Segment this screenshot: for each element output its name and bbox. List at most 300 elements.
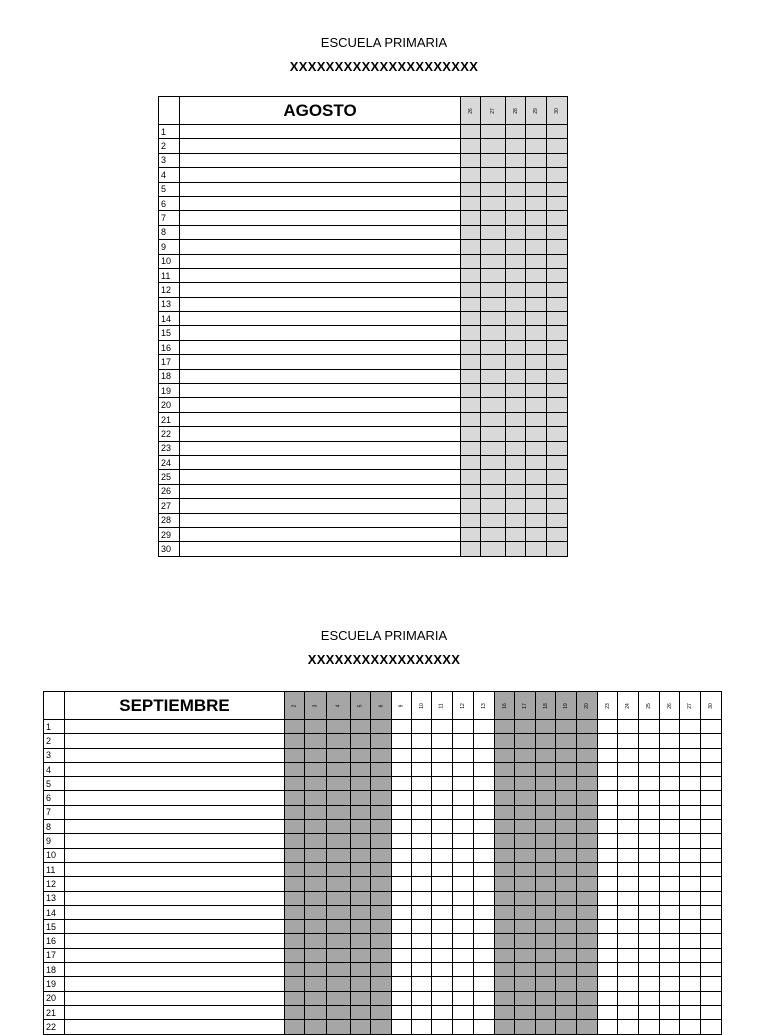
attendance-cell[interactable] — [547, 369, 568, 383]
attendance-cell[interactable] — [556, 734, 577, 748]
attendance-cell[interactable] — [327, 862, 351, 876]
attendance-cell[interactable] — [453, 991, 474, 1005]
attendance-cell[interactable] — [392, 805, 412, 819]
attendance-cell[interactable] — [701, 934, 722, 948]
attendance-cell[interactable] — [598, 920, 618, 934]
attendance-cell[interactable] — [327, 734, 351, 748]
attendance-cell[interactable] — [577, 791, 598, 805]
attendance-cell[interactable] — [577, 762, 598, 776]
attendance-cell[interactable] — [481, 441, 506, 455]
attendance-cell[interactable] — [412, 791, 432, 805]
attendance-cell[interactable] — [526, 168, 547, 182]
attendance-cell[interactable] — [701, 748, 722, 762]
attendance-cell[interactable] — [660, 905, 680, 919]
attendance-cell[interactable] — [680, 862, 701, 876]
attendance-cell[interactable] — [474, 805, 495, 819]
attendance-cell[interactable] — [412, 848, 432, 862]
attendance-cell[interactable] — [547, 153, 568, 167]
attendance-cell[interactable] — [701, 977, 722, 991]
attendance-cell[interactable] — [506, 240, 526, 254]
attendance-cell[interactable] — [639, 934, 660, 948]
attendance-cell[interactable] — [556, 820, 577, 834]
attendance-cell[interactable] — [392, 834, 412, 848]
attendance-cell[interactable] — [547, 398, 568, 412]
attendance-cell[interactable] — [453, 762, 474, 776]
attendance-cell[interactable] — [618, 991, 639, 1005]
attendance-cell[interactable] — [481, 297, 506, 311]
student-name-cell[interactable] — [180, 153, 461, 167]
attendance-cell[interactable] — [660, 820, 680, 834]
attendance-cell[interactable] — [351, 748, 371, 762]
attendance-cell[interactable] — [432, 977, 453, 991]
attendance-cell[interactable] — [577, 920, 598, 934]
attendance-cell[interactable] — [495, 948, 515, 962]
attendance-cell[interactable] — [351, 820, 371, 834]
attendance-cell[interactable] — [412, 834, 432, 848]
attendance-cell[interactable] — [639, 848, 660, 862]
attendance-cell[interactable] — [618, 920, 639, 934]
attendance-cell[interactable] — [556, 805, 577, 819]
attendance-cell[interactable] — [536, 834, 556, 848]
attendance-cell[interactable] — [392, 934, 412, 948]
student-name-cell[interactable] — [65, 905, 285, 919]
attendance-cell[interactable] — [432, 1020, 453, 1034]
attendance-cell[interactable] — [412, 748, 432, 762]
attendance-cell[interactable] — [453, 791, 474, 805]
attendance-cell[interactable] — [351, 905, 371, 919]
attendance-cell[interactable] — [536, 820, 556, 834]
attendance-cell[interactable] — [432, 991, 453, 1005]
attendance-cell[interactable] — [305, 748, 327, 762]
attendance-cell[interactable] — [526, 542, 547, 556]
attendance-cell[interactable] — [577, 748, 598, 762]
attendance-cell[interactable] — [461, 211, 481, 225]
student-name-cell[interactable] — [180, 499, 461, 513]
attendance-cell[interactable] — [461, 153, 481, 167]
attendance-cell[interactable] — [371, 877, 392, 891]
attendance-cell[interactable] — [412, 905, 432, 919]
attendance-cell[interactable] — [327, 948, 351, 962]
attendance-cell[interactable] — [432, 805, 453, 819]
attendance-cell[interactable] — [432, 963, 453, 977]
attendance-cell[interactable] — [506, 125, 526, 139]
attendance-cell[interactable] — [598, 1005, 618, 1019]
attendance-cell[interactable] — [660, 963, 680, 977]
attendance-cell[interactable] — [305, 820, 327, 834]
attendance-cell[interactable] — [371, 862, 392, 876]
attendance-cell[interactable] — [371, 848, 392, 862]
attendance-cell[interactable] — [351, 777, 371, 791]
attendance-cell[interactable] — [474, 848, 495, 862]
attendance-cell[interactable] — [461, 254, 481, 268]
attendance-cell[interactable] — [305, 1005, 327, 1019]
attendance-cell[interactable] — [547, 211, 568, 225]
attendance-cell[interactable] — [474, 877, 495, 891]
attendance-cell[interactable] — [618, 963, 639, 977]
attendance-cell[interactable] — [285, 977, 305, 991]
attendance-cell[interactable] — [618, 834, 639, 848]
attendance-cell[interactable] — [495, 791, 515, 805]
attendance-cell[interactable] — [506, 153, 526, 167]
attendance-cell[interactable] — [392, 1005, 412, 1019]
attendance-cell[interactable] — [495, 920, 515, 934]
attendance-cell[interactable] — [526, 125, 547, 139]
attendance-cell[interactable] — [506, 470, 526, 484]
attendance-cell[interactable] — [680, 891, 701, 905]
attendance-cell[interactable] — [701, 1005, 722, 1019]
student-name-cell[interactable] — [65, 877, 285, 891]
attendance-cell[interactable] — [327, 991, 351, 1005]
attendance-cell[interactable] — [432, 948, 453, 962]
attendance-cell[interactable] — [371, 1020, 392, 1034]
attendance-cell[interactable] — [495, 720, 515, 734]
student-name-cell[interactable] — [65, 805, 285, 819]
attendance-cell[interactable] — [412, 891, 432, 905]
attendance-cell[interactable] — [680, 734, 701, 748]
attendance-cell[interactable] — [305, 848, 327, 862]
attendance-cell[interactable] — [412, 805, 432, 819]
attendance-cell[interactable] — [481, 412, 506, 426]
attendance-cell[interactable] — [526, 340, 547, 354]
attendance-cell[interactable] — [495, 1005, 515, 1019]
attendance-cell[interactable] — [506, 427, 526, 441]
attendance-cell[interactable] — [432, 877, 453, 891]
attendance-cell[interactable] — [351, 734, 371, 748]
attendance-cell[interactable] — [547, 470, 568, 484]
attendance-cell[interactable] — [461, 312, 481, 326]
attendance-cell[interactable] — [285, 805, 305, 819]
attendance-cell[interactable] — [432, 891, 453, 905]
attendance-cell[interactable] — [327, 748, 351, 762]
attendance-cell[interactable] — [680, 820, 701, 834]
attendance-cell[interactable] — [432, 791, 453, 805]
attendance-cell[interactable] — [392, 791, 412, 805]
attendance-cell[interactable] — [618, 1020, 639, 1034]
attendance-cell[interactable] — [598, 748, 618, 762]
attendance-cell[interactable] — [515, 791, 536, 805]
student-name-cell[interactable] — [65, 934, 285, 948]
attendance-cell[interactable] — [680, 834, 701, 848]
attendance-cell[interactable] — [506, 297, 526, 311]
attendance-cell[interactable] — [453, 948, 474, 962]
attendance-cell[interactable] — [515, 963, 536, 977]
student-name-cell[interactable] — [180, 412, 461, 426]
attendance-cell[interactable] — [481, 355, 506, 369]
attendance-cell[interactable] — [618, 820, 639, 834]
attendance-cell[interactable] — [461, 182, 481, 196]
attendance-cell[interactable] — [412, 934, 432, 948]
attendance-cell[interactable] — [481, 484, 506, 498]
attendance-cell[interactable] — [285, 720, 305, 734]
attendance-cell[interactable] — [701, 862, 722, 876]
attendance-cell[interactable] — [351, 1005, 371, 1019]
attendance-cell[interactable] — [371, 734, 392, 748]
student-name-cell[interactable] — [180, 240, 461, 254]
attendance-cell[interactable] — [474, 905, 495, 919]
attendance-cell[interactable] — [526, 441, 547, 455]
attendance-cell[interactable] — [392, 891, 412, 905]
attendance-cell[interactable] — [598, 834, 618, 848]
attendance-cell[interactable] — [481, 455, 506, 469]
attendance-cell[interactable] — [506, 340, 526, 354]
attendance-cell[interactable] — [515, 734, 536, 748]
attendance-cell[interactable] — [461, 513, 481, 527]
attendance-cell[interactable] — [506, 499, 526, 513]
attendance-cell[interactable] — [432, 934, 453, 948]
attendance-cell[interactable] — [305, 977, 327, 991]
attendance-cell[interactable] — [327, 920, 351, 934]
attendance-cell[interactable] — [474, 963, 495, 977]
attendance-cell[interactable] — [680, 905, 701, 919]
attendance-cell[interactable] — [536, 805, 556, 819]
attendance-cell[interactable] — [598, 1020, 618, 1034]
attendance-cell[interactable] — [371, 762, 392, 776]
attendance-cell[interactable] — [285, 848, 305, 862]
student-name-cell[interactable] — [180, 168, 461, 182]
attendance-cell[interactable] — [285, 748, 305, 762]
attendance-cell[interactable] — [474, 734, 495, 748]
attendance-cell[interactable] — [526, 153, 547, 167]
attendance-cell[interactable] — [536, 1005, 556, 1019]
attendance-cell[interactable] — [392, 963, 412, 977]
attendance-cell[interactable] — [515, 762, 536, 776]
attendance-cell[interactable] — [495, 805, 515, 819]
attendance-cell[interactable] — [461, 125, 481, 139]
attendance-cell[interactable] — [556, 777, 577, 791]
attendance-cell[interactable] — [412, 762, 432, 776]
attendance-cell[interactable] — [598, 963, 618, 977]
attendance-cell[interactable] — [577, 877, 598, 891]
attendance-cell[interactable] — [536, 977, 556, 991]
attendance-cell[interactable] — [556, 963, 577, 977]
attendance-cell[interactable] — [371, 991, 392, 1005]
attendance-cell[interactable] — [351, 834, 371, 848]
attendance-cell[interactable] — [305, 834, 327, 848]
student-name-cell[interactable] — [180, 470, 461, 484]
attendance-cell[interactable] — [547, 527, 568, 541]
attendance-cell[interactable] — [481, 139, 506, 153]
attendance-cell[interactable] — [547, 139, 568, 153]
attendance-cell[interactable] — [701, 820, 722, 834]
attendance-cell[interactable] — [474, 820, 495, 834]
attendance-cell[interactable] — [639, 734, 660, 748]
attendance-cell[interactable] — [536, 777, 556, 791]
attendance-cell[interactable] — [461, 355, 481, 369]
attendance-cell[interactable] — [351, 848, 371, 862]
attendance-cell[interactable] — [327, 834, 351, 848]
attendance-cell[interactable] — [412, 820, 432, 834]
attendance-cell[interactable] — [547, 182, 568, 196]
attendance-cell[interactable] — [547, 196, 568, 210]
attendance-cell[interactable] — [285, 777, 305, 791]
attendance-cell[interactable] — [556, 948, 577, 962]
attendance-cell[interactable] — [432, 748, 453, 762]
attendance-cell[interactable] — [461, 283, 481, 297]
attendance-cell[interactable] — [701, 791, 722, 805]
attendance-cell[interactable] — [547, 484, 568, 498]
attendance-cell[interactable] — [547, 384, 568, 398]
attendance-cell[interactable] — [701, 777, 722, 791]
attendance-cell[interactable] — [701, 905, 722, 919]
attendance-cell[interactable] — [506, 326, 526, 340]
attendance-cell[interactable] — [495, 891, 515, 905]
student-name-cell[interactable] — [180, 427, 461, 441]
attendance-cell[interactable] — [618, 862, 639, 876]
student-name-cell[interactable] — [180, 283, 461, 297]
attendance-cell[interactable] — [547, 297, 568, 311]
student-name-cell[interactable] — [180, 542, 461, 556]
attendance-cell[interactable] — [495, 748, 515, 762]
attendance-cell[interactable] — [285, 905, 305, 919]
attendance-cell[interactable] — [453, 905, 474, 919]
attendance-cell[interactable] — [536, 734, 556, 748]
attendance-cell[interactable] — [495, 834, 515, 848]
attendance-cell[interactable] — [412, 862, 432, 876]
attendance-cell[interactable] — [327, 805, 351, 819]
attendance-cell[interactable] — [351, 934, 371, 948]
attendance-cell[interactable] — [536, 963, 556, 977]
attendance-cell[interactable] — [639, 991, 660, 1005]
attendance-cell[interactable] — [536, 848, 556, 862]
attendance-cell[interactable] — [536, 948, 556, 962]
attendance-cell[interactable] — [680, 848, 701, 862]
attendance-cell[interactable] — [474, 934, 495, 948]
attendance-cell[interactable] — [547, 168, 568, 182]
attendance-cell[interactable] — [371, 748, 392, 762]
attendance-cell[interactable] — [639, 805, 660, 819]
attendance-cell[interactable] — [481, 225, 506, 239]
attendance-cell[interactable] — [660, 834, 680, 848]
student-name-cell[interactable] — [65, 920, 285, 934]
attendance-cell[interactable] — [680, 805, 701, 819]
student-name-cell[interactable] — [65, 1020, 285, 1034]
attendance-cell[interactable] — [305, 991, 327, 1005]
attendance-cell[interactable] — [639, 963, 660, 977]
attendance-cell[interactable] — [556, 891, 577, 905]
attendance-cell[interactable] — [536, 762, 556, 776]
attendance-cell[interactable] — [660, 877, 680, 891]
attendance-cell[interactable] — [461, 340, 481, 354]
attendance-cell[interactable] — [506, 139, 526, 153]
attendance-cell[interactable] — [474, 948, 495, 962]
attendance-cell[interactable] — [660, 805, 680, 819]
attendance-cell[interactable] — [412, 777, 432, 791]
attendance-cell[interactable] — [351, 877, 371, 891]
attendance-cell[interactable] — [547, 283, 568, 297]
attendance-cell[interactable] — [285, 934, 305, 948]
attendance-cell[interactable] — [327, 877, 351, 891]
student-name-cell[interactable] — [180, 297, 461, 311]
attendance-cell[interactable] — [474, 891, 495, 905]
attendance-cell[interactable] — [515, 820, 536, 834]
attendance-cell[interactable] — [481, 326, 506, 340]
attendance-cell[interactable] — [598, 734, 618, 748]
attendance-cell[interactable] — [660, 934, 680, 948]
attendance-cell[interactable] — [461, 326, 481, 340]
attendance-cell[interactable] — [495, 820, 515, 834]
attendance-cell[interactable] — [495, 777, 515, 791]
attendance-cell[interactable] — [660, 734, 680, 748]
attendance-cell[interactable] — [701, 720, 722, 734]
attendance-cell[interactable] — [371, 805, 392, 819]
attendance-cell[interactable] — [506, 441, 526, 455]
attendance-cell[interactable] — [461, 398, 481, 412]
attendance-cell[interactable] — [660, 748, 680, 762]
attendance-cell[interactable] — [506, 355, 526, 369]
attendance-cell[interactable] — [305, 1020, 327, 1034]
student-name-cell[interactable] — [180, 326, 461, 340]
attendance-cell[interactable] — [680, 1020, 701, 1034]
student-name-cell[interactable] — [65, 820, 285, 834]
attendance-cell[interactable] — [556, 877, 577, 891]
attendance-cell[interactable] — [618, 905, 639, 919]
attendance-cell[interactable] — [598, 848, 618, 862]
attendance-cell[interactable] — [515, 1020, 536, 1034]
attendance-cell[interactable] — [598, 877, 618, 891]
attendance-cell[interactable] — [515, 848, 536, 862]
attendance-cell[interactable] — [305, 720, 327, 734]
attendance-cell[interactable] — [506, 182, 526, 196]
attendance-cell[interactable] — [701, 991, 722, 1005]
attendance-cell[interactable] — [285, 963, 305, 977]
attendance-cell[interactable] — [481, 513, 506, 527]
attendance-cell[interactable] — [495, 977, 515, 991]
attendance-cell[interactable] — [639, 748, 660, 762]
attendance-cell[interactable] — [680, 791, 701, 805]
attendance-cell[interactable] — [577, 1020, 598, 1034]
attendance-cell[interactable] — [577, 848, 598, 862]
attendance-cell[interactable] — [461, 499, 481, 513]
student-name-cell[interactable] — [65, 777, 285, 791]
attendance-cell[interactable] — [618, 734, 639, 748]
attendance-cell[interactable] — [392, 948, 412, 962]
attendance-cell[interactable] — [536, 877, 556, 891]
attendance-cell[interactable] — [639, 834, 660, 848]
attendance-cell[interactable] — [392, 734, 412, 748]
attendance-cell[interactable] — [412, 734, 432, 748]
attendance-cell[interactable] — [474, 1005, 495, 1019]
attendance-cell[interactable] — [285, 834, 305, 848]
student-name-cell[interactable] — [180, 182, 461, 196]
attendance-cell[interactable] — [526, 225, 547, 239]
attendance-cell[interactable] — [305, 777, 327, 791]
attendance-cell[interactable] — [453, 934, 474, 948]
attendance-cell[interactable] — [506, 398, 526, 412]
attendance-cell[interactable] — [285, 877, 305, 891]
attendance-cell[interactable] — [701, 948, 722, 962]
attendance-cell[interactable] — [577, 905, 598, 919]
attendance-cell[interactable] — [285, 762, 305, 776]
attendance-cell[interactable] — [598, 762, 618, 776]
attendance-cell[interactable] — [495, 762, 515, 776]
attendance-cell[interactable] — [371, 834, 392, 848]
student-name-cell[interactable] — [65, 748, 285, 762]
attendance-cell[interactable] — [327, 1005, 351, 1019]
student-name-cell[interactable] — [65, 862, 285, 876]
attendance-cell[interactable] — [680, 877, 701, 891]
attendance-cell[interactable] — [412, 948, 432, 962]
attendance-cell[interactable] — [526, 384, 547, 398]
attendance-cell[interactable] — [453, 834, 474, 848]
attendance-cell[interactable] — [506, 312, 526, 326]
attendance-cell[interactable] — [481, 499, 506, 513]
attendance-cell[interactable] — [392, 991, 412, 1005]
attendance-cell[interactable] — [639, 777, 660, 791]
attendance-cell[interactable] — [432, 734, 453, 748]
attendance-cell[interactable] — [392, 862, 412, 876]
attendance-cell[interactable] — [556, 791, 577, 805]
attendance-cell[interactable] — [556, 748, 577, 762]
